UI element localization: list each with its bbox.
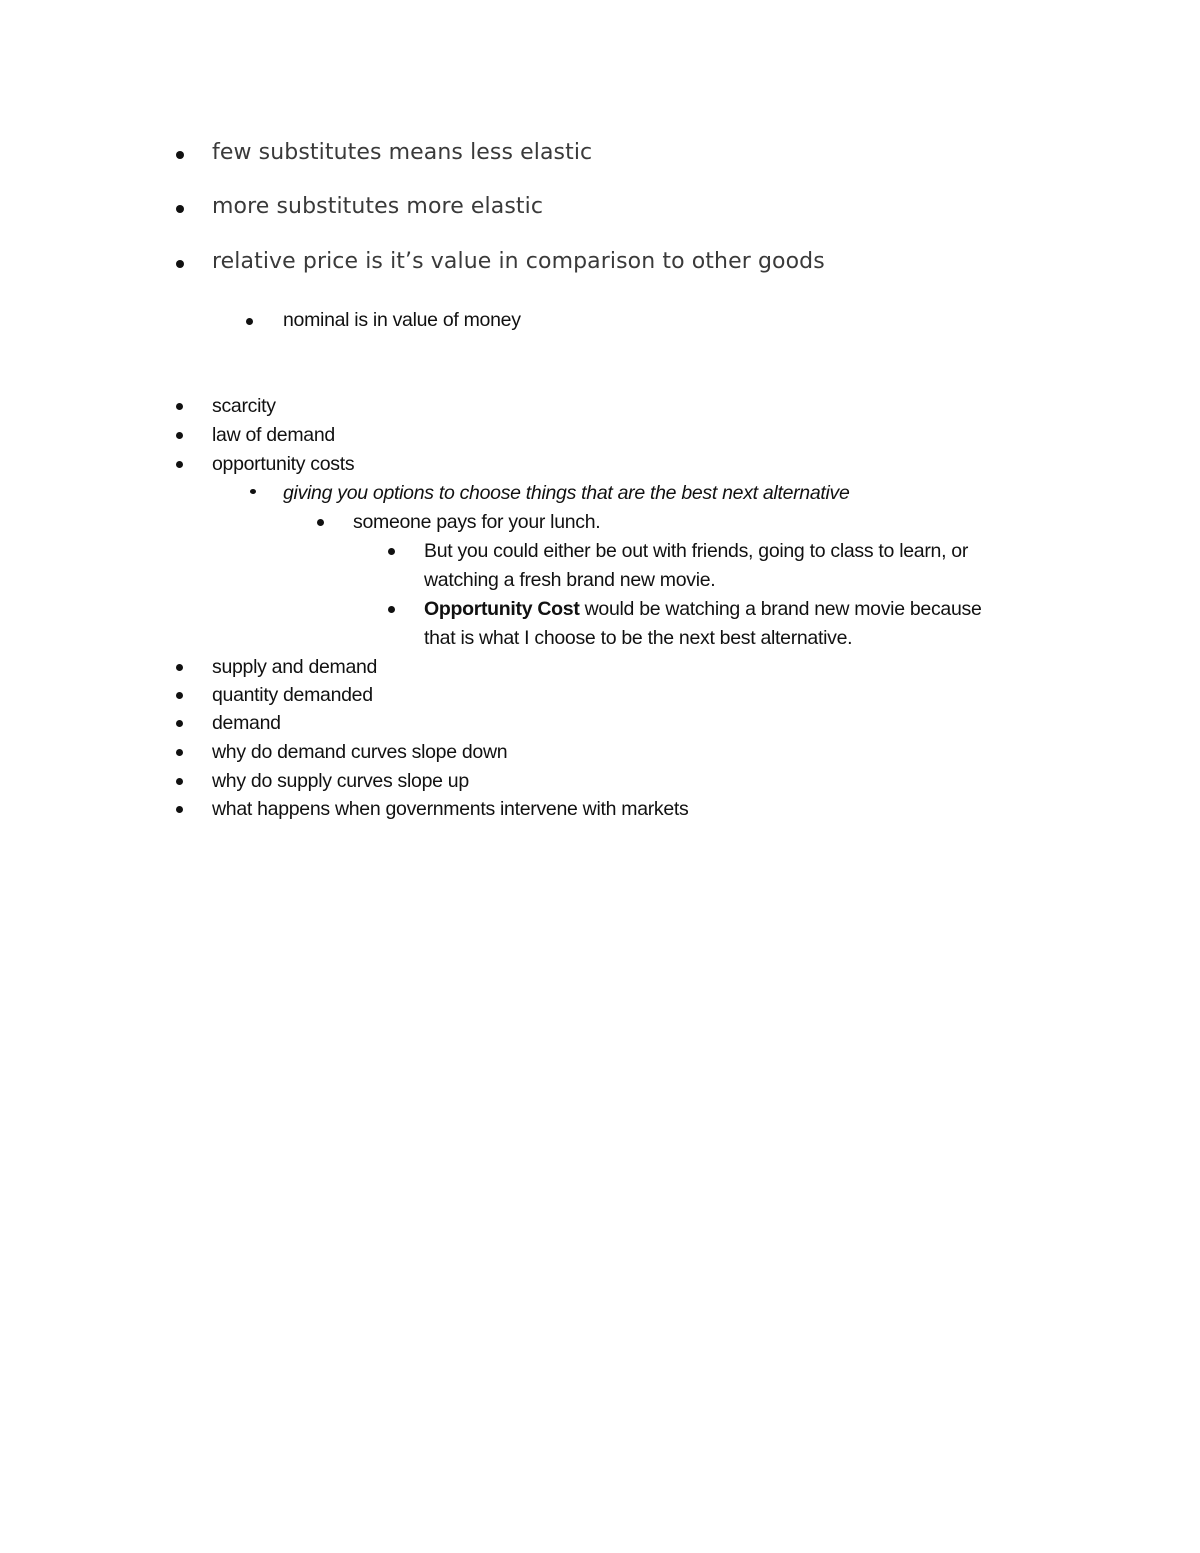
conclusion-line-1-rest: would be watching a brand new movie because — [579, 598, 982, 620]
sub-list-item-text: nominal is in value of money — [283, 309, 521, 331]
list-item-text: opportunity costs — [212, 453, 355, 475]
list-item-text: law of demand — [212, 424, 335, 446]
bullet-icon — [176, 461, 183, 468]
bullet-icon — [176, 205, 184, 213]
bullet-icon — [176, 806, 183, 813]
bullet-icon — [246, 318, 253, 325]
bullet-icon — [176, 692, 183, 699]
bullet-icon — [176, 403, 183, 410]
list-item-text: why do demand curves slope down — [212, 741, 508, 763]
example-options-line-2: watching a fresh brand new movie. — [424, 569, 716, 591]
list-item-text: what happens when governments intervene with markets — [212, 798, 689, 820]
definition-text: giving you options to choose things that are the best next alternative — [283, 482, 850, 504]
list-item-text: relative price is it’s value in comparison to other goods — [212, 249, 825, 274]
bullet-icon — [317, 519, 324, 526]
bullet-icon — [388, 548, 395, 555]
list-item-text: why do supply curves slope up — [212, 770, 469, 792]
bullet-icon — [176, 151, 184, 159]
list-item-text: demand — [212, 712, 281, 734]
example-text: someone pays for your lunch. — [353, 511, 601, 533]
bullet-icon — [176, 749, 183, 756]
bullet-icon — [176, 260, 184, 268]
list-item-text: scarcity — [212, 395, 276, 417]
conclusion-line-2: that is what I choose to be the next best alternative. — [424, 627, 853, 649]
list-item-text: supply and demand — [212, 656, 378, 678]
list-item-text: quantity demanded — [212, 684, 373, 706]
bullet-icon — [176, 778, 183, 785]
list-item-text: more substitutes more elastic — [212, 194, 544, 219]
example-options-line-1: But you could either be out with friends, going to class to learn, or — [424, 540, 969, 562]
conclusion-bold-term: Opportunity Cost — [424, 598, 580, 620]
bullet-icon — [176, 432, 183, 439]
list-item-text: few substitutes means less elastic — [212, 140, 593, 165]
bullet-icon — [176, 720, 183, 727]
bullet-icon — [176, 664, 183, 671]
conclusion-line-1 — [424, 598, 982, 621]
bullet-icon — [250, 489, 256, 494]
bullet-icon — [388, 606, 395, 613]
